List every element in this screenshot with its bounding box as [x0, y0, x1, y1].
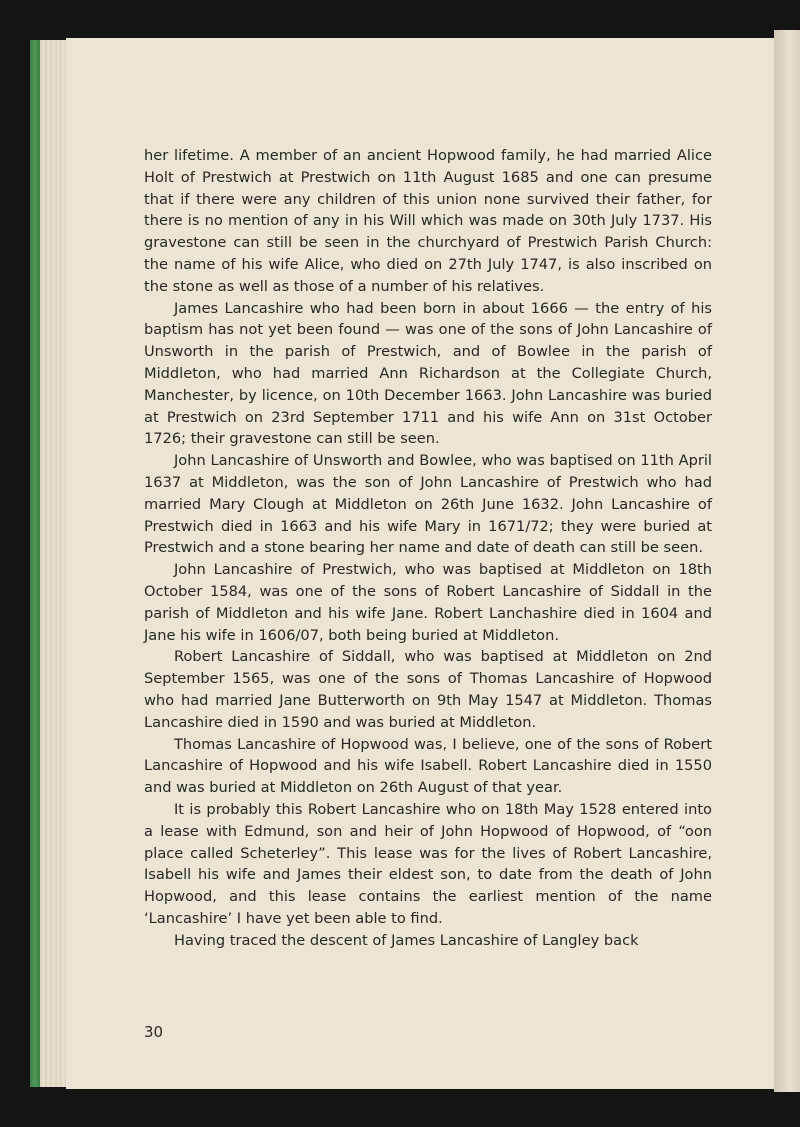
paragraph: Robert Lancashire of Siddall, who was baptised at Middleton on 2nd September 1565, was one of the sons of Thomas Lancashire of Hopwood who had married Jane Butterworth on 9th May 1547 at Middleton. Thomas Lancashire died in 1590 and was buried at Middleton.	[144, 648, 712, 731]
paragraph: her lifetime. A member of an ancient Hopwood family, he had married Alice Holt of Prestwich at Prestwich on 11th August 1685 and one can presume that if there were any children of this union none survived their father, for there is no mention of any in his Will which was made on 30th July 1737. His gravestone can still be seen in the churchyard of Prestwich Parish Church: the name of his wife Alice, who died on 27th July 1747, is also inscribed on the stone as well as those of a number of his relatives.	[144, 147, 712, 295]
body-text	[144, 145, 712, 951]
paragraph: John Lancashire of Prestwich, who was baptised at Middleton on 18th October 1584, was one of the sons of Robert Lancashire of Siddall in the parish of Middleton and his wife Jane. Robert Lanchashire died in 1604 and Jane his wife in 1606/07, both being buried at Middleton.	[144, 561, 712, 644]
book-binding	[30, 40, 40, 1087]
paragraph: It is probably this Robert Lancashire who on 18th May 1528 entered into a lease with Edmund, son and heir of John Hopwood of Hopwood, of “oon place called Scheterley”. This lease was for the lives of Robert Lancashire, Isabell his wife and James their eldest son, to date from the death of John Hopwood, and this lease contains the earliest mention of the name ‘Lancashire’ I have yet been able to find.	[144, 800, 712, 927]
page-edges	[40, 40, 66, 1087]
paragraph: Thomas Lancashire of Hopwood was, I believe, one of the sons of Robert Lancashire of Hopwood and his wife Isabell. Robert Lancashire died in 1550 and was buried at Middleton on 26th August of that year.	[144, 735, 712, 797]
page-number: 30	[144, 1023, 164, 1041]
paragraph: John Lancashire of Unsworth and Bowlee, who was baptised on 11th April 1637 at Middleton, was the son of John Lancashire of Prestwich who had married Mary Clough at Middleton on 26th June 1632. John Lancashire of Prestwich died in 1663 and his wife Mary in 1671/72; they were buried at Prestwich and a stone bearing her name and date of death can still be seen.	[144, 452, 712, 557]
paragraph: James Lancashire who had been born in about 1666 — the entry of his baptism has not yet been found — was one of the sons of John Lancashire of Unsworth in the parish of Prestwich, and of Bowlee in the parish of Middleton, who had married Ann Richardson at the Collegiate Church, Manchester, by licence, on 10th December 1663. John Lancashire was buried at Prestwich on 23rd September 1711 and his wife Ann on 31st October 1726; their gravestone can still be seen.	[144, 299, 712, 448]
paragraph: Having traced the descent of James Lancashire of Langley back	[174, 931, 639, 949]
facing-page-edge	[774, 30, 800, 1092]
